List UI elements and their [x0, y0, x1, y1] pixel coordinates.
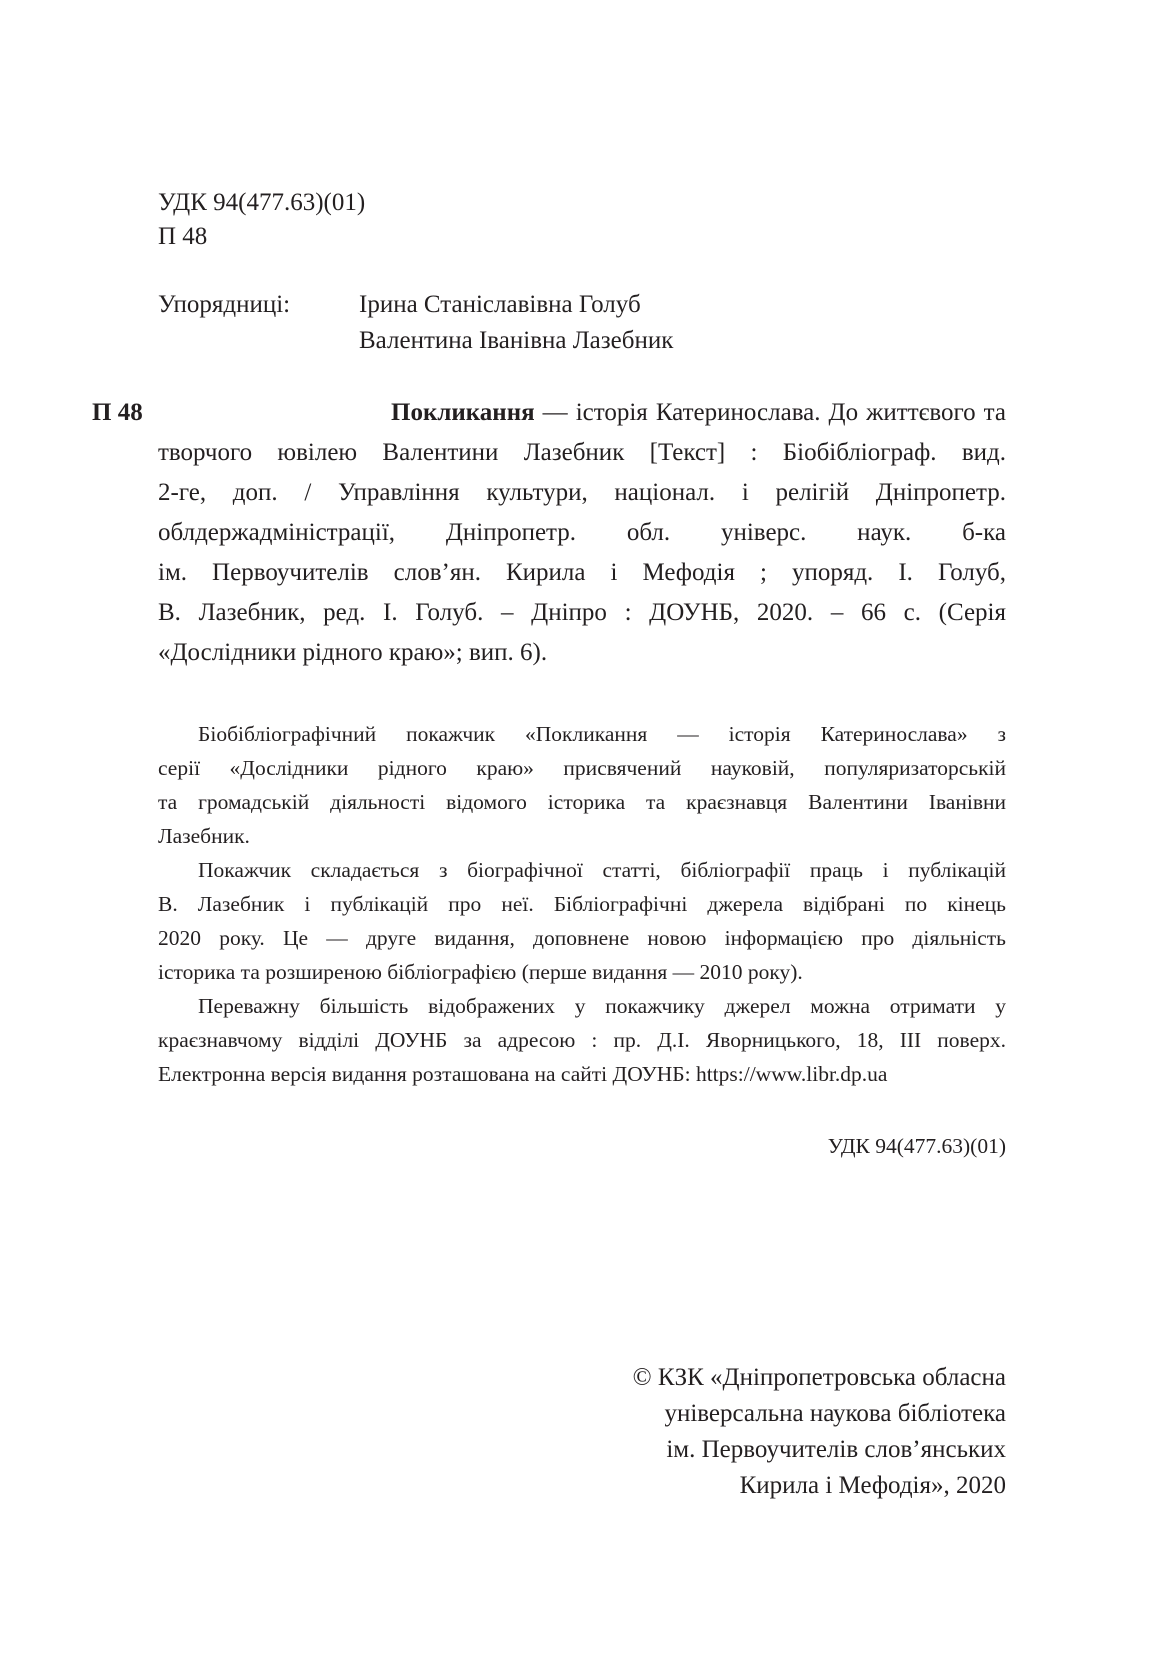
abstract-line: Електронна версія видання розташована на сайті ДОУНБ: https://www.libr.dp.ua [158, 1062, 888, 1086]
abstract [158, 717, 1006, 1091]
copyright-line: ім. Первоучителів слов’янських [666, 1436, 1006, 1463]
copyright-line: Кирила і Мефодія», 2020 [739, 1472, 1006, 1499]
compiler-name: Валентина Іванівна Лазебник [359, 327, 674, 354]
abstract-line: історика та розширеною бібліографією (перше видання — 2010 року). [158, 960, 803, 984]
entry-line: 2-ге, доп. / Управління культури, націонал. і релігій Дніпропетр. [158, 479, 1006, 506]
copyright-line: © КЗК «Дніпропетровська обласна [632, 1364, 1006, 1391]
shelf-mark: П 48 [158, 223, 208, 250]
abstract-line: 2020 року. Це — друге видання, доповнене новою інформацією про діяльність [158, 926, 1006, 950]
entry-line: Покликання — історія Катеринослава. До життєвого та [391, 399, 1006, 426]
entry-line: творчого ювілею Валентини Лазебник [Текст] : Біобібліограф. вид. [158, 439, 1006, 466]
compilers-label: Упорядниці: [158, 291, 291, 318]
copyright-block [506, 1360, 1006, 1504]
abstract-line: В. Лазебник і публікацій про неї. Бібліографічні джерела відібрані по кінець [158, 892, 1006, 916]
abstract-line: Лазебник. [158, 824, 250, 848]
abstract-line: серії «Дослідники рідного краю» присвячений науковій, популяризаторській [158, 756, 1006, 780]
entry-line: В. Лазебник, ред. І. Голуб. – Дніпро : ДОУНБ, 2020. – 66 с. (Серія [158, 599, 1006, 626]
entry-title: Покликання [391, 399, 535, 426]
udk-code-bottom: УДК 94(477.63)(01) [827, 1134, 1006, 1158]
entry-shelf-mark: П 48 [92, 399, 143, 426]
abstract-line: Переважну більшість відображених у покажчику джерел можна отримати у [198, 994, 1006, 1018]
entry-line: «Дослідники рідного краю»; вип. 6). [158, 639, 548, 666]
abstract-line: краєзнавчому відділі ДОУНБ за адресою : пр. Д.І. Яворницького, 18, ІІІ поверх. [158, 1028, 1006, 1052]
compiler-name: Ірина Станіславівна Голуб [359, 291, 641, 318]
entry-line: ім. Первоучителів слов’ян. Кирила і Мефодія ; упоряд. І. Голуб, [158, 559, 1006, 586]
copyright-line: універсальна наукова бібліотека [664, 1400, 1006, 1427]
abstract-line: Покажчик складається з біографічної статті, бібліографії праць і публікацій [198, 858, 1006, 882]
udk-code: УДК 94(477.63)(01) [158, 189, 366, 216]
entry-line: облдержадміністрації, Дніпропетр. обл. універс. наук. б-ка [158, 519, 1006, 546]
abstract-line: та громадській діяльності відомого історика та краєзнавця Валентини Іванівни [158, 790, 1006, 814]
abstract-line: Біобібліографічний покажчик «Покликання — історія Катеринослава» з [198, 722, 1006, 746]
bibliographic-entry [158, 393, 1006, 673]
